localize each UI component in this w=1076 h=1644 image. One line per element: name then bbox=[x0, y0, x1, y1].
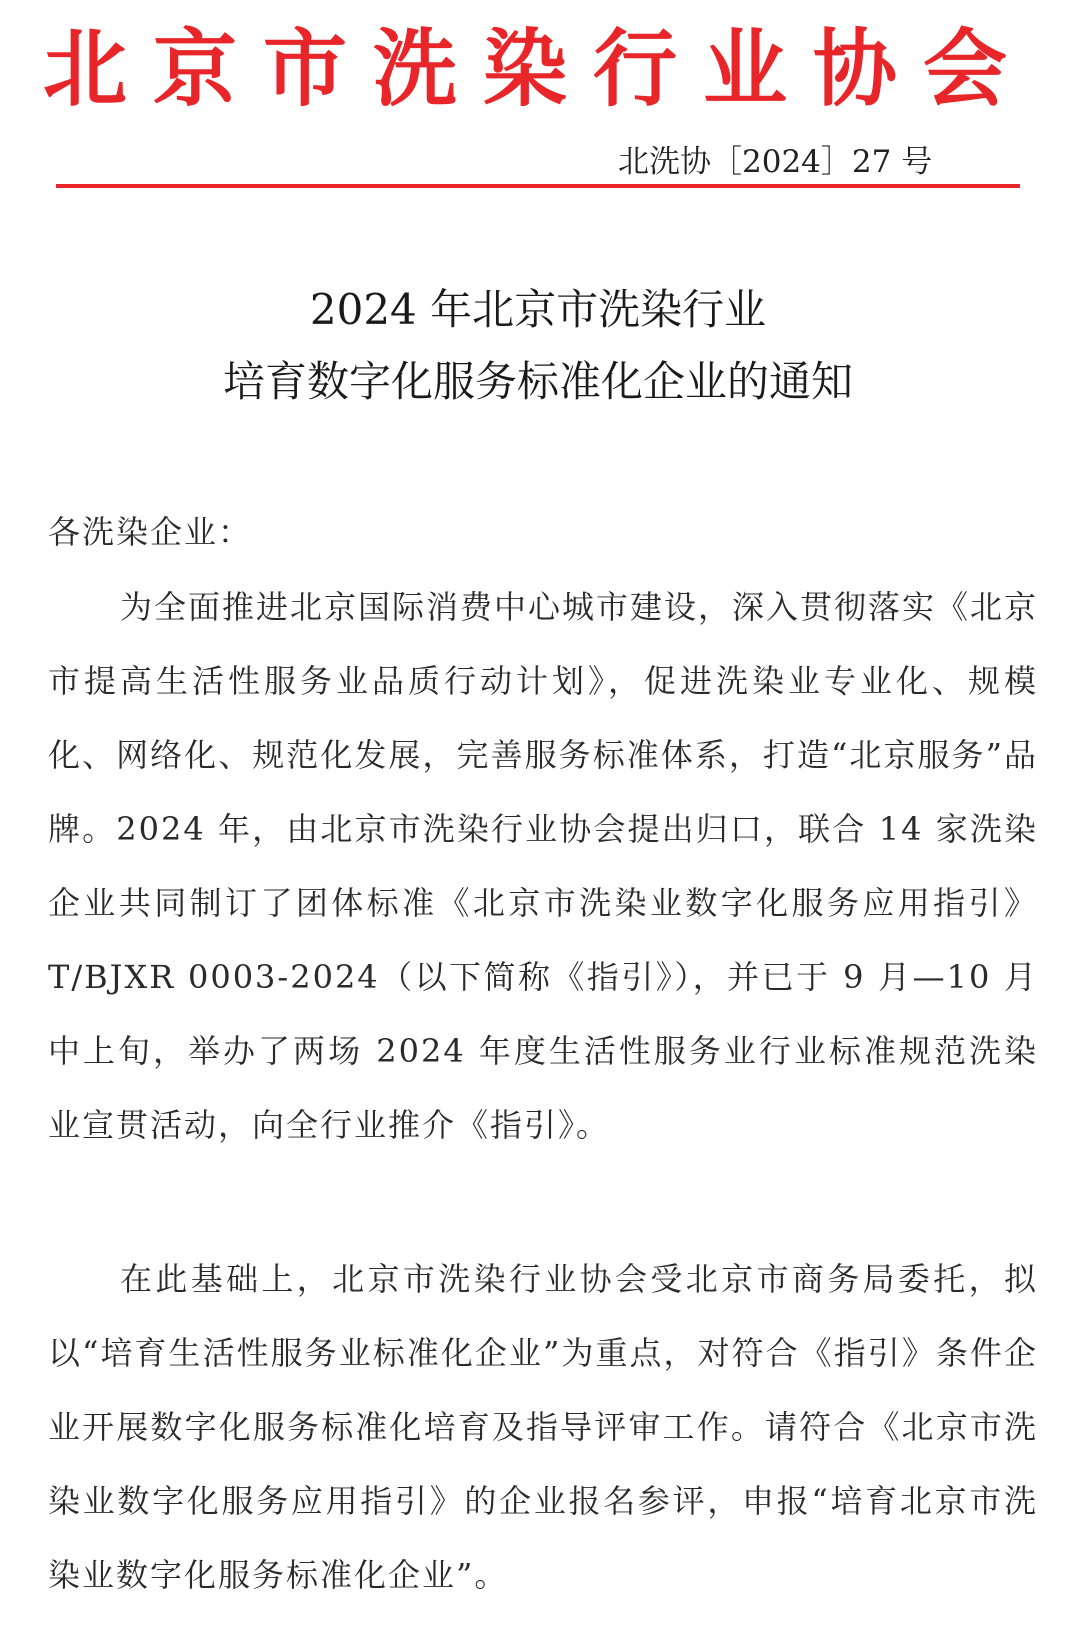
document-title-line-2: 培育数字化服务标准化企业的通知 bbox=[222, 357, 853, 406]
body-paragraph-2: 在此基础上，北京市洗染行业协会受北京市商务局委托，拟以“培育生活性服务业标准化企业”为重点，对符合《指引》条件企业开展数字化服务标准化培育及指导评审工作。请符合《北京市洗染业数字化服务应用指引》的企业报名参评，申报“培育北京市洗染业数字化服务标准化企业”。 bbox=[48, 1260, 1038, 1594]
body-paragraph-1: 为全面推进北京国际消费中心城市建设，深入贯彻落实《北京市提高生活性服务业品质行动计划》，促进洗染业专业化、规模化、网络化、规范化发展，完善服务标准体系，打造“北京服务”品牌。2024 年，由北京市洗染行业协会提出归口，联合 14 家洗染企业共同制订了团体标准《北京市洗染业数字化服务应用指引》T/BJXR 0003-2024（以下简称《指引》），并已于 9 月—10 月中上旬，举办了两场 2024 年度生活性服务业行业标准规范洗染业宣贯活动，向全行业推介《指引》。 bbox=[48, 588, 1039, 1144]
header-divider bbox=[56, 184, 1020, 188]
organization-header: 北京市洗染行业协会 bbox=[42, 20, 1033, 118]
salutation: 各洗染企业： bbox=[48, 513, 253, 551]
document-number: 北洗协［2024］27 号 bbox=[618, 144, 933, 180]
document-title-line-1: 2024 年北京市洗染行业 bbox=[309, 285, 767, 334]
